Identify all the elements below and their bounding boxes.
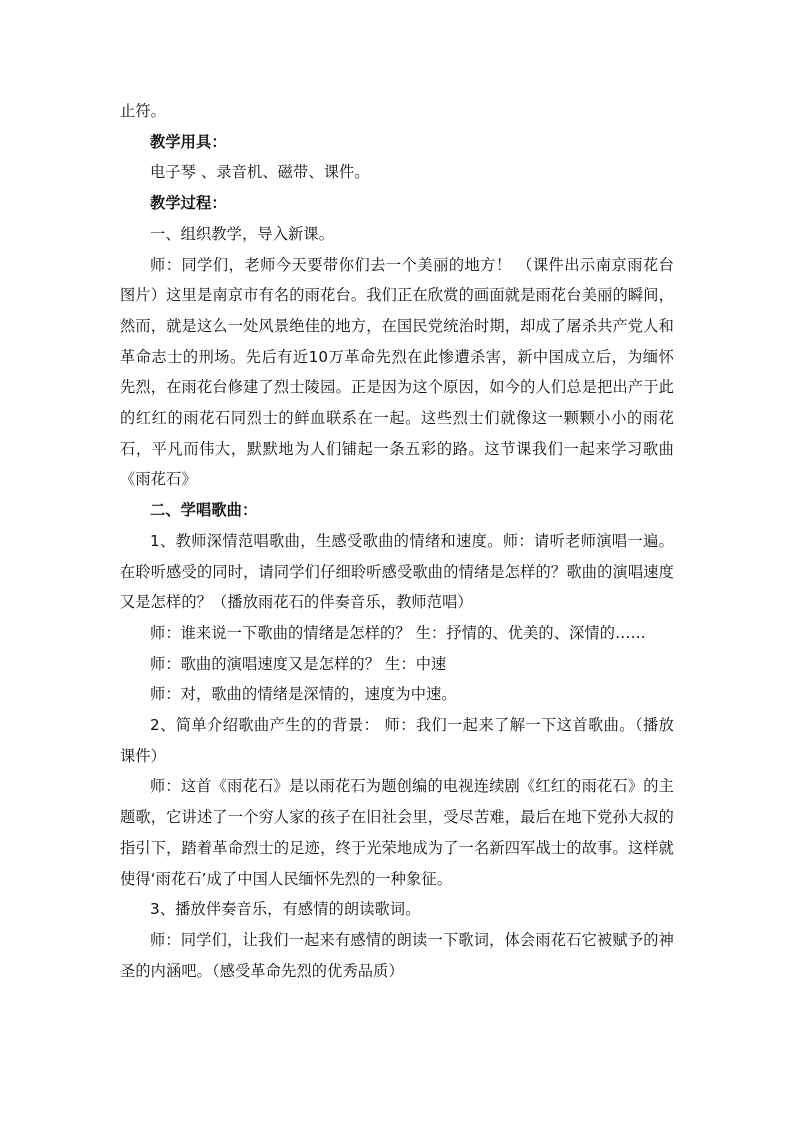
paragraph-background: 2、简单介绍歌曲产生的的背景： 师：我们一起来了解一下这首歌曲。（播放课件） xyxy=(120,716,674,765)
paragraph-intro: 师：同学们，老师今天要带你们去一个美丽的地方！ （课件出示南京雨花台图片）这里是南京市有名的雨花台。我们正在欣赏的画面就是雨花台美丽的瞬间，然而，就是这么一处风景绝佳的地方，在国民党统治时期，却成了屠杀共产党人和革命志士的刑场。先后有近10万革命先烈在此惨遭杀害，新中国成立后，为缅怀先烈，在雨花台修建了烈士陵园。正是因为这个原因，如今的人们总是把出产于此的红红的雨花石同烈士的鲜血联系在一起。这些烈士们就像这一颗颗小小的雨花石，平凡而伟大，默默地为人们铺起一条五彩的路。这节课我们一起来学习歌曲《雨花石》 xyxy=(120,255,674,489)
paragraph-summary: 师：对，歌曲的情绪是深情的，速度为中速。 xyxy=(150,685,457,704)
paragraph-read-lyrics: 师：同学们，让我们一起来有感情的朗读一下歌词，体会雨花石它被赋予的神圣的内涵吧。（感受革命先烈的优秀品质） xyxy=(120,930,674,980)
paragraph-step-three: 3、播放伴奏音乐，有感情的朗读歌词。 xyxy=(150,900,421,919)
paragraph-continuation: 止符。 xyxy=(120,102,167,120)
heading-teaching-process: 教学过程： xyxy=(150,194,227,213)
paragraph-tools-list: 电子琴 、录音机、磁带、课件。 xyxy=(150,163,370,182)
paragraph-song-story: 师：这首《雨花石》是以雨花石为题创编的电视连续剧《红红的雨花石》的主题歌，它讲述了一个穷人家的孩子在旧社会里，受尽苦难，最后在地下党孙大叔的指引下，踏着革命烈士的足迹，终于光荣地成为了一名新四军战士的故事。这样就使得‘雨花石’成了中国人民缅怀先烈的一种象征。 xyxy=(120,777,674,888)
paragraph-demo-singing: 1、教师深情范唱歌曲，生感受歌曲的情绪和速度。师：请听老师演唱一遍。在聆听感受的同时，请同学们仔细聆听感受歌曲的情绪是怎样的？歌曲的演唱速度又是怎样的？（播放雨花石的伴奏音乐，教师范唱） xyxy=(120,531,674,612)
heading-teaching-tools: 教学用具： xyxy=(150,132,227,151)
document-page xyxy=(120,96,674,986)
paragraph-dialog-tempo: 师：歌曲的演唱速度又是怎样的？ 生：中速 xyxy=(150,654,447,673)
paragraph-step-one: 一、组织教学，导入新课。 xyxy=(150,224,335,243)
heading-learn-song: 二、学唱歌曲： xyxy=(150,501,258,520)
paragraph-dialog-mood: 师：谁来说一下歌曲的情绪是怎样的？ 生：抒情的、优美的、深情的…… xyxy=(150,623,646,642)
